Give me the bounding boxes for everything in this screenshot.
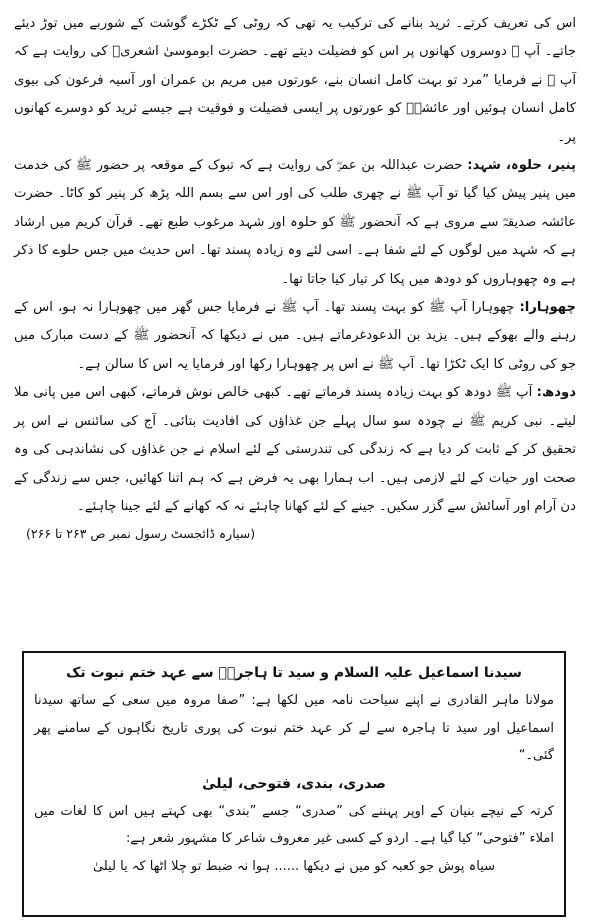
article-body xyxy=(14,10,576,521)
paragraph-text: اس کی تعریف کرتے۔ ثرید بنانے کی ترکیب یہ تھی کہ روٹی کے ٹکڑے گوشت کے شوربے میں توڑ دیئے جاتے۔ آپ ﷺ دوسروں کھانوں پر اس کو فضیلت دیتے تھے۔ حضرت ابوموسیٰ اشعریؓ کی روایت ہے کہ آپ ﷺ نے فرمایا ”مرد تو بہت کامل انسان بنے، عورتوں میں مریم بن عمران اور آسیہ فرعون کی بیوی کامل انسان ہوئیں اور عائشہؓ کو عورتوں پر ایسی فضیلت و فوقیت ہے جیسے ثرید کو دوسرے کھانوں پر۔ xyxy=(14,16,576,145)
source-citation: (سیارہ ڈائجسٹ رسول نمبر ص ۲۶۳ تا ۲۶۶) xyxy=(26,526,256,542)
paragraph-text: آپ ﷺ دودھ کو بہت زیادہ پسند فرماتے تھے۔ کبھی خالص نوش فرماتے، کبھی اس میں پانی ملا لیتے۔ نبی کریم ﷺ نے چودہ سو سال پہلے جن غذاؤں کی افادیت بتائی۔ آج کی سائنس نے اس پر تحقیق کر کے ثابت کر دیا ہے کہ زندگی کی تندرستی کے لئے اسلام نے جن غذاؤں کی نشاندہی کی وہ صحت اور حیات کے لئے لازمی ہیں۔ اب ہمارا بھی یہ فرض ہے کہ ہم اتنا کھائیں، جس سے زندگی کے دن آرام اور آسائش سے گزر سکیں۔ جینے کے لئے کھانا چاہئے نہ کہ کھانے کے لئے جینا چاہئے۔ xyxy=(14,385,576,514)
paragraph-dates xyxy=(14,294,576,379)
paragraph-cheese-halwa-honey xyxy=(14,152,576,294)
box-paragraph-quote: مولانا ماہر القادری نے اپنے سیاحت نامہ میں لکھا ہے: ”صفا مروہ میں سعی کے ساتھ سیدنا اسماعیل اور سید تا ہاجرہ سے لے کر عہد ختم نبوت کی پوری تاریخ نگاہوں کے سامنے پھر گئی۔“ xyxy=(34,693,554,763)
boxed-section xyxy=(22,651,566,917)
topic-heading-cheese-halwa-honey: پنیر، حلوہ، شہد: xyxy=(467,158,576,174)
box-subheading: صدری، بندی، فتوحی، لیلیٰ xyxy=(202,775,386,792)
box-title: سیدنا اسماعیل علیہ السلام و سید تا ہاجرہؓ سے عہد ختم نبوت تک xyxy=(66,665,522,681)
box-verse: سیاہ پوش جو کعبہ کو میں نے دیکھا ...... ہوا نہ ضبط تو چلا اٹھا کہ یا لیلیٰ xyxy=(92,858,496,874)
paragraph-text: حضرت عبداللہ بن عمرؓ کی روایت ہے کہ تبوک کے موقعہ پر حضور ﷺ کی خدمت میں پنیر پیش کیا گیا تو آپ ﷺ نے چھری طلب کی اور اس سے بسم اللہ پڑھ کر پنیر کو کاٹا۔ حضرت عائشہ صدیقہؓ سے مروی ہے کہ آنحضور ﷺ کو حلوہ اور شہد مرغوب طبع تھے۔ قرآن کریم میں ارشاد ہے کہ شہد میں لوگوں کے لئے شفا ہے۔ اسی لئے وہ زیادہ پسند تھا۔ اس حدیث میں جس حلوے کا ذکر ہے وہ چھوہاروں کو دودھ میں پکا کر تیار کیا جاتا تھا۔ xyxy=(14,158,576,287)
paragraph-milk xyxy=(14,379,576,521)
paragraph-tharid xyxy=(14,10,576,152)
paragraph-text: چھوہارا آپ ﷺ کو بہت پسند تھا۔ آپ ﷺ نے فرمایا جس گھر میں چھوہارا نہ ہو، اس کے رہنے والے بھوکے ہیں۔ یزید بن الدعودغرماتے ہیں۔ میں نے دیکھا کہ آنحضور ﷺ کے دست مبارک میں جو کی روٹی کا ایک ٹکڑا تھا۔ آپ ﷺ نے اس پر چھوہارا رکھا اور فرمایا یہ اس کا سالن ہے۔ xyxy=(14,300,576,372)
topic-heading-dates: چھوہارا: xyxy=(519,300,576,316)
page xyxy=(14,10,576,910)
box-paragraph-sadri: کرتہ کے نیچے بنیان کے اوپر پہننے کی ”صدری“ جسے ”بندی“ بھی کہتے ہیں اس کا لغات میں املاء ”فتوحی“ کیا گیا ہے۔ اردو کے کسی غیر معروف شاعر کا مشہور شعر ہے: xyxy=(34,803,554,846)
topic-heading-milk: دودھ: xyxy=(536,385,576,401)
